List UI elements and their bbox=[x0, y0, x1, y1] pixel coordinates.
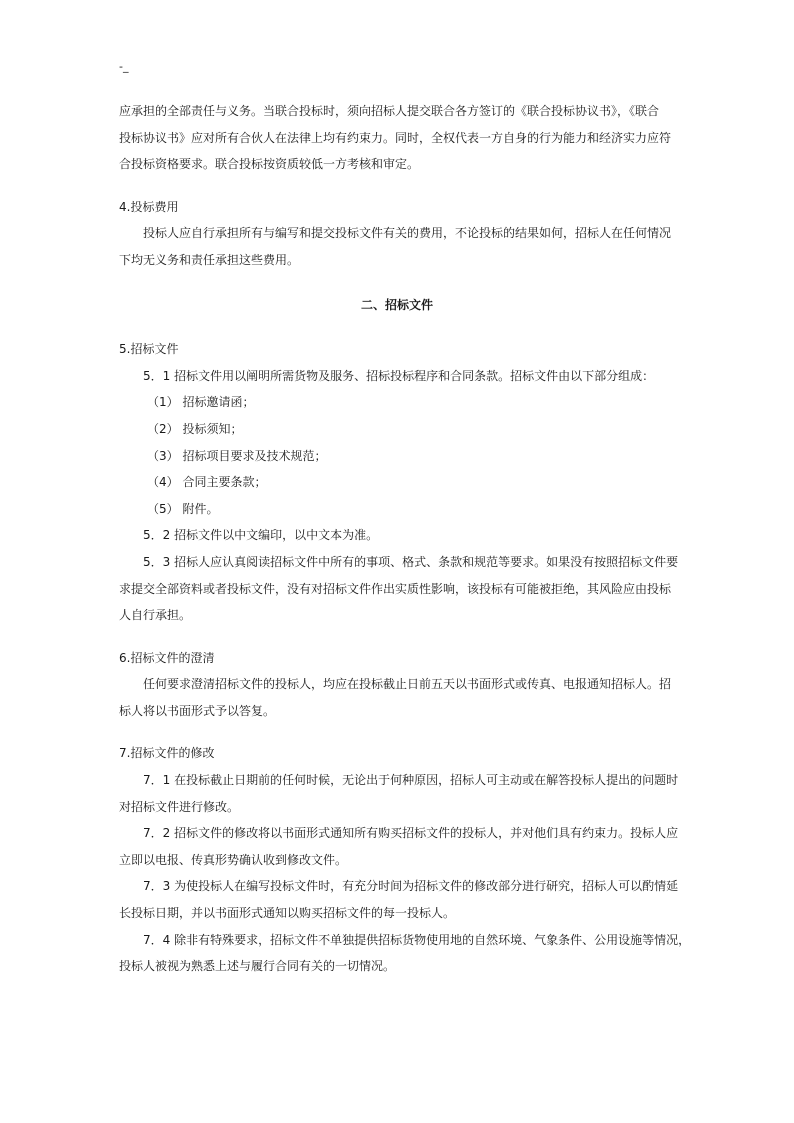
clause-5-3-line: 求提交全部资料或者投标文件，没有对招标文件作出实质性影响，该投标有可能被拒绝，其风险应由投标 bbox=[119, 581, 672, 596]
section-5-heading: 5.招标文件 bbox=[119, 342, 179, 357]
clause-5-1: 5．1 招标文件用以阐明所需货物及服务、招标投标程序和合同条款。招标文件由以下部分组成： bbox=[143, 368, 655, 383]
section-7 bbox=[119, 740, 691, 979]
header-mark: -_ bbox=[119, 60, 129, 73]
intro-line: 应承担的全部责任与义务。当联合投标时，须向招标人提交联合各方签订的《联合投标协议书》，《联合 bbox=[119, 104, 660, 118]
section-4 bbox=[119, 194, 675, 274]
section-6 bbox=[119, 645, 675, 725]
clause-5-2: 5．2 招标文件以中文编印，以中文本为准。 bbox=[143, 528, 379, 543]
clause-7-4-line: 投标人被视为熟悉上述与履行合同有关的一切情况。 bbox=[119, 959, 396, 974]
part-2-title: 二、招标文件 bbox=[360, 297, 433, 312]
intro-line: 投标协议书》应对所有合伙人在法律上均有约束力。同时，全权代表一方自身的行为能力和经济实力应符 bbox=[119, 130, 672, 145]
section-7-heading: 7.招标文件的修改 bbox=[119, 746, 215, 761]
clause-7-2-line: 立即以电报、传真形势确认收到修改文件。 bbox=[119, 852, 348, 867]
list-item: （1） 招标邀请函； bbox=[147, 395, 255, 410]
section-6-line: 标人将以书面形式予以答复。 bbox=[119, 703, 276, 718]
section-5 bbox=[119, 336, 679, 629]
section-6-line: 任何要求澄清招标文件的投标人，均应在投标截止日前五天以书面形式或传真、电报通知招标人。招 bbox=[143, 677, 672, 692]
section-4-heading: 4.投标费用 bbox=[119, 199, 179, 214]
clause-7-3-line: 长投标日期，并以书面形式通知以购买招标文件的每一投标人。 bbox=[119, 906, 456, 921]
clause-7-2-line: 7．2 招标文件的修改将以书面形式通知所有购买招标文件的投标人，并对他们具有约束力。投标人应 bbox=[143, 826, 679, 841]
intro-line: 合投标资格要求。联合投标按资质较低一方考核和审定。 bbox=[119, 157, 420, 172]
list-item: （5） 附件。 bbox=[147, 501, 219, 516]
intro-paragraph bbox=[119, 98, 675, 178]
clause-7-4-line: 7．4 除非有特殊要求，招标文件不单独提供招标货物使用地的自然环境、气象条件、公用设施等情况， bbox=[143, 932, 691, 947]
section-6-heading: 6.招标文件的澄清 bbox=[119, 650, 215, 665]
list-item: （4） 合同主要条款； bbox=[147, 475, 267, 490]
list-item: （3） 招标项目要求及技术规范； bbox=[147, 448, 327, 463]
clause-5-3-line: 5．3 招标人应认真阅读招标文件中所有的事项、格式、条款和规范等要求。如果没有按照招标文件要 bbox=[143, 554, 679, 569]
clause-7-3-line: 7．3 为使投标人在编写投标文件时，有充分时间为招标文件的修改部分进行研究，招标人可以酌情延 bbox=[143, 879, 679, 894]
clause-7-1-line: 7．1 在投标截止日期前的任何时候，无论出于何种原因，招标人可主动或在解答投标人提出的问题时 bbox=[143, 773, 679, 788]
list-item: （2） 投标须知； bbox=[147, 421, 243, 436]
section-4-line: 投标人应自行承担所有与编写和提交投标文件有关的费用，不论投标的结果如何，招标人在任何情况 bbox=[143, 226, 672, 241]
clause-7-1-line: 对招标文件进行修改。 bbox=[119, 799, 240, 814]
clause-5-3-line: 人自行承担。 bbox=[119, 608, 192, 623]
document-body bbox=[119, 98, 691, 980]
section-4-line: 下均无义务和责任承担这些费用。 bbox=[119, 252, 300, 267]
